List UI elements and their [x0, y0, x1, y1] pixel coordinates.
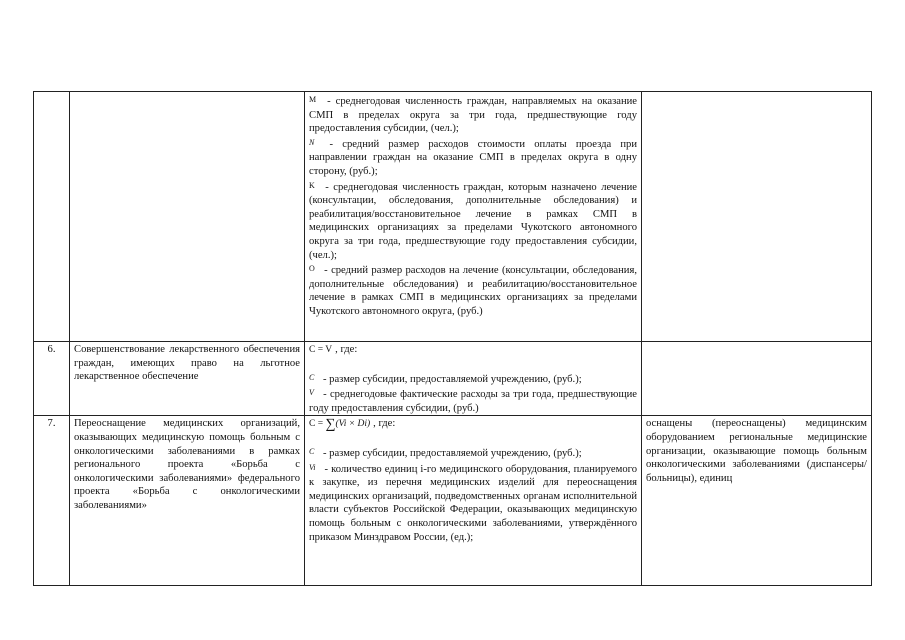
description-text: - среднегодовые фактические расходы за три года, предшествующие году предоставления субсидии, (руб.)	[309, 389, 637, 414]
subsidy-table	[33, 91, 872, 586]
formula-suffix: , где:	[373, 418, 396, 430]
description-text: - размер субсидии, предоставляемой учреждению, (руб.);	[320, 373, 582, 385]
symbol-v: V	[309, 388, 314, 398]
row-name	[70, 92, 305, 342]
description-text: - средний размер расходов на лечение (консультации, обследования, дополнительные обследования) и реабилитацию/восстановительное лечение в рамках СМП в медицинских организациях за пределами Чукотского автономного округа, (руб.)	[309, 265, 637, 317]
table-row	[34, 92, 872, 342]
description-item	[309, 445, 637, 461]
row-description	[305, 416, 642, 586]
description-item	[309, 262, 637, 318]
formula: C = V	[309, 345, 333, 355]
formula-left: C =	[309, 419, 326, 430]
description-item	[309, 461, 637, 545]
document-page	[33, 91, 871, 586]
row-description	[305, 342, 642, 416]
table-row	[34, 416, 872, 586]
row-indicator: оснащены (переоснащены) медицинским оборудованием региональные медицинские организации, оказывающие помощь больным онкологическими заболеваниями (диспансеры/больницы), единиц	[642, 416, 872, 586]
description-item	[309, 179, 637, 263]
description-item	[309, 371, 637, 387]
description-item	[309, 93, 637, 136]
row-number: 7.	[34, 416, 70, 586]
row-number: 6.	[34, 342, 70, 416]
row-indicator	[642, 342, 872, 416]
row-description	[305, 92, 642, 342]
row-number	[34, 92, 70, 342]
row-indicator	[642, 92, 872, 342]
symbol-c: C	[309, 446, 315, 456]
description-text: - средний размер расходов стоимости оплаты проезда при направлении граждан на оказание СМП в пределах округа в одну сторону, (руб.);	[309, 138, 637, 177]
formula-suffix: , где:	[335, 344, 358, 355]
symbol-k: K	[309, 180, 315, 190]
description-text: - размер субсидии, предоставляемой учреждению, (руб.);	[320, 447, 582, 459]
table-row	[34, 342, 872, 416]
row-name: Переоснащение медицинских организаций, оказывающих медицинскую помощь больным с онкологическими заболеваниями в рамках регионального проекта «Борьба с онкологическими заболеваниями» федерального проекта «Борьба с онкологическими заболеваниями»	[70, 416, 305, 586]
formula-body: (Vi × Di)	[335, 419, 371, 430]
formula-line	[309, 417, 637, 432]
sum-symbol: ∑	[325, 417, 336, 433]
symbol-m: M	[309, 95, 317, 104]
symbol-n: N	[309, 137, 315, 147]
symbol-c: C	[309, 372, 315, 382]
description-item	[309, 386, 637, 415]
symbol-vi: Vi	[309, 462, 316, 472]
description-text: - среднегодовая численность граждан, направляемых на оказание СМП в пределах округа за три года, предшествующие году предоставления субсидии, (чел.);	[309, 96, 637, 135]
formula	[309, 418, 370, 432]
description-text: - среднегодовая численность граждан, которым назначено лечение (консультации, обследования, дополнительные обследования) и реабилитация/восстановительное лечение в рамках СМП в медицинских организациях за пределами Чукотского автономного округа за три года, предшествующие году предоставления субсидии, (чел.);	[309, 181, 637, 261]
symbol-o: O	[309, 264, 315, 274]
description-item	[309, 136, 637, 179]
description-text: - количество единиц i-го медицинского оборудования, планируемого к закупке, из перечня медицинских изделий для переоснащения медицинских организаций, подведомственных органам исполнительной власти субъектов Российской Федерации, оказывающих медицинскую помощь больным с онкологическими заболеваниями, утверждённого приказом Минздравом России, (ед.);	[309, 463, 637, 543]
formula-line	[309, 343, 637, 358]
row-name: Совершенствование лекарственного обеспечения граждан, имеющих право на льготное лекарственное обеспечение	[70, 342, 305, 416]
